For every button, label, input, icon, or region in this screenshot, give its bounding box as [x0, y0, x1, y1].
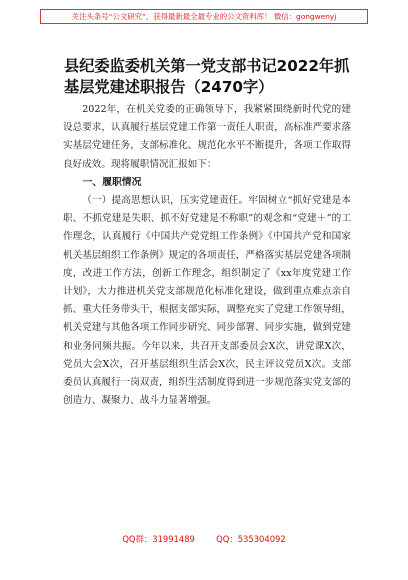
section-heading: 一、履职情况	[82, 176, 142, 188]
promo-banner	[40, 9, 368, 24]
footer-contact: QQ群：31991489 QQ：535304092	[122, 534, 286, 544]
document-body	[63, 101, 351, 410]
document-title: 县纪委监委机关第一党支部书记2022年抓基层党建述职报告（2470字）	[64, 57, 350, 96]
body-paragraph: （一）提高思想认识，压实党建责任。牢固树立“抓好党建是本职、不抓党建是失职、抓不好党建是不称职”的观念和“党建＋”的工作理念，认真履行《中国共产党党组工作条例》《中国共产党和国家机关基层组织工作条例》规定的各项责任，严格落实基层党建各项制度，改进工作方法，创新工作理念，组织制定了《xx年度党建工作计划》，大力推进机关党支部规范化标准化建设，做到重点难点亲自抓、重大任务带头干，根据支部实际，调整充实了党建工作领导组，机关党建与其他各项工作同步研究、同步部署、同步实施，做到党建和业务同频共振。今年以来，共召开支部委员会X次，讲党课X次，党员大会X次，召开基层组织生活会X次，民主评议党员X次。支部委员认真履行一岗双责，组织生活制度得到进一步规范落实党支部的创造力、凝聚力、战斗力显著增强。	[63, 195, 351, 407]
promo-banner-text: 关注头条号“公文研究”，获得最新最全最专业的公文资料库！ 微信：gongwenyj	[71, 12, 337, 21]
intro-paragraph: 2022年，在机关党委的正确领导下，我紧紧围绕新时代党的建设总要求，认真履行基层党建工作第一责任人职责，高标准严要求落实基层党建任务，支部标准化、规范化水平不断提升，各项工作取得良好成效。现将履职情况汇报如下：	[63, 104, 351, 170]
